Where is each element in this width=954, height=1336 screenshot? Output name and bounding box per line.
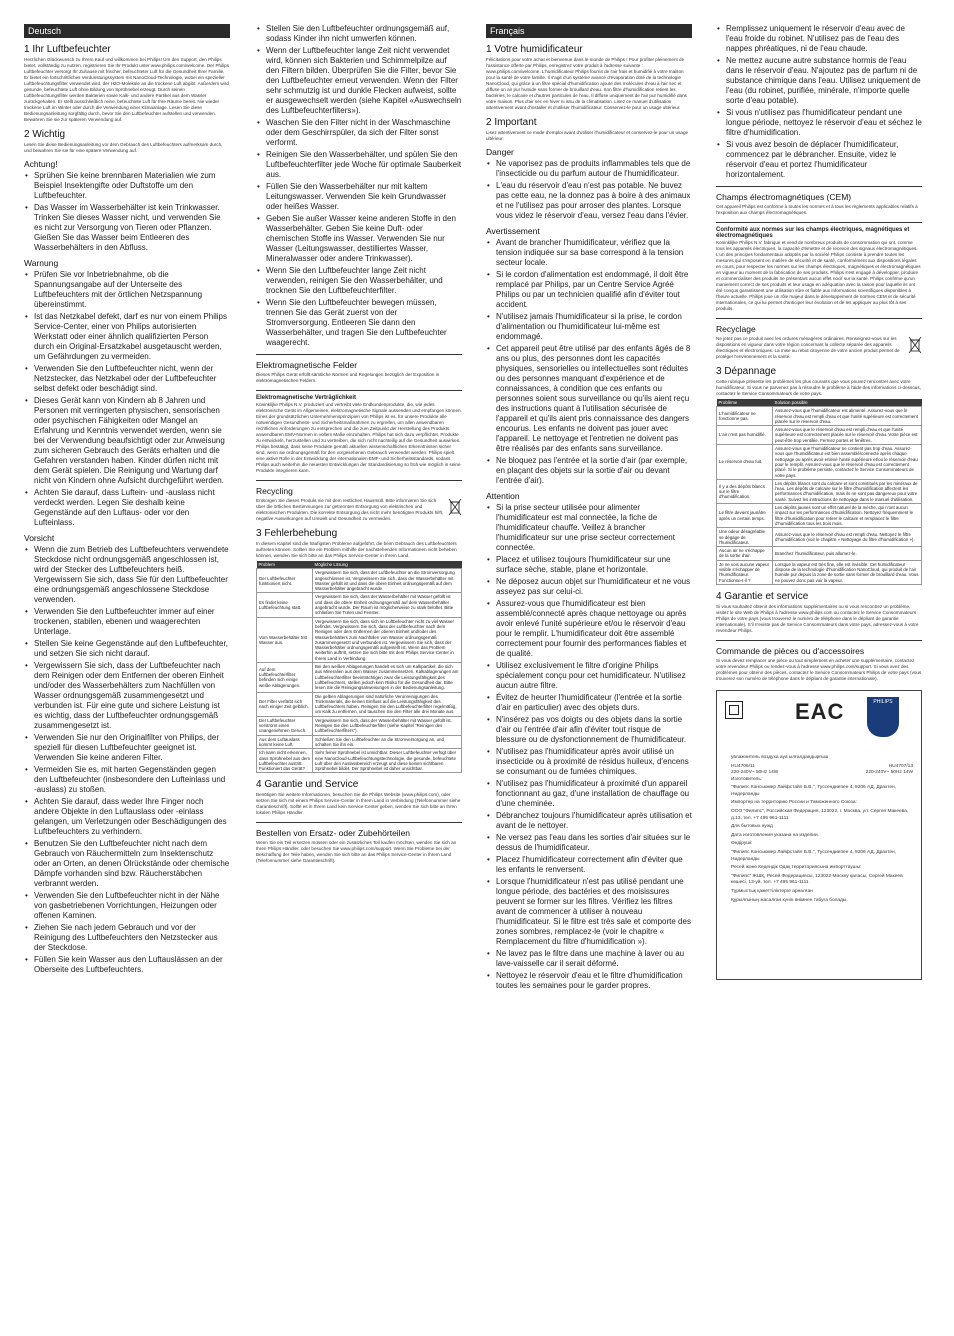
- german-column-2: [256, 24, 462, 866]
- table-cell: Die gelben Ablagerungen sind natürliche Verunreinigungen des Trinkmaterials, die keinen Einfluss auf die Leistungsfähigkeit des Luftbefeuchters haben. Reinigen Sie den Luftbefeuchterfilter regelmäßig, um Kalk zu entfernen, und tauschen Sie den Filter alle drei Monate aus.: [313, 692, 462, 716]
- list-item: • Prüfen Sie vor Inbetriebnahme, ob die Spannungsangabe auf der Unterseite des Luftbefeuchters mit der örtlichen Netzspannung übereinstimmt.: [34, 270, 230, 310]
- list-item: • Geben Sie außer Wasser keine anderen Stoffe in den Wasserbehälter. Geben Sie keine Duft- oder chemischen Stoffe ins Wasser. Verwenden Sie nur Wasser (Leitungswasser, destilliertes Wasser, Mineralwasser oder andere Trinkwasser).: [266, 214, 462, 264]
- section-2-title: 2 Important: [486, 117, 537, 128]
- list-item: • Avant de brancher l'humidificateur, vérifiez que la tension indiquée sur sa base correspond à la tension secteur locale.: [496, 238, 692, 268]
- table-cell: Branchez l'humidificateur, puis allumez-le.: [773, 547, 922, 561]
- table-cell: Il y a des dépôts blancs sur le filtre d'humidification.: [717, 479, 773, 503]
- vorsicht-heading: Vorsicht: [24, 533, 55, 543]
- table-row: [717, 479, 922, 503]
- list-item: • Verwenden Sie den Luftbefeuchter nicht in der Nähe von gasbetriebenen Vorrichtungen, Heizungen oder offenen Kaminen.: [34, 891, 230, 921]
- list-item: • Achten Sie darauf, dass weder Ihre Finger noch andere Objekte in den Luftauslass oder -einlass gelangen, um Verletzungen oder Beschädigungen des Luftbefeuchters zu verhindern.: [34, 797, 230, 837]
- section-3-title: 3 Fehlerbehebung: [256, 528, 338, 539]
- list-item: • Achten Sie darauf, dass Luftein- und -auslass nicht verdeckt werden. Legen Sie deshalb keine Gegenstände auf den Luftaus- oder vor den Lufteinlass.: [34, 488, 230, 528]
- label-text: [731, 755, 913, 906]
- philips-shield-logo: [867, 697, 899, 737]
- table-cell: Aucun air ne s'échappe de la sortie d'air.: [717, 547, 773, 561]
- label-line: "Филипс" ЖШҚ, Ресей Федерациясы, 123022 Мәскеу қаласы, Сергей Макеев көшесі, 13-үй, тел. +7 495 961-1111: [731, 873, 903, 886]
- list-item: • L'eau du réservoir d'eau n'est pas potable. Ne buvez pas cette eau, ne la donnez pas à boire à des animaux et ne l'utilisez pas pour arroser des plantes. Lorsque vous videz le réservoir d'eau, versez l'eau dans l'évier.: [496, 181, 692, 221]
- section-1-text: Félicitations pour votre achat et bienvenue dans le monde de Philips ! Pour profiter pleinement de l'assistance offerte par Philips, enregistrez votre produit à l'adresse suivante : www.philips.com/welcome. L'humidificateur Philips fournit de l'air frais et humidifié à votre maison pour la santé de votre famille. Il s'agit d'un système avancé d'évaporation doté de la technologie NanoCloud, qui grâce à un filtre spécial d'humidification ajoute des molécules d'eau à l'air sec et diffuse un air pur humide sans former de brouillard d'eau. Son filtre d'humidification retient les bactéries, le calcaire et d'autres particules de l'eau. Il diffuse uniquement de l'air pur humidifié dans votre maison. Plus d'air sec en hiver ni issu de la climatisation. Lisez ce manuel d'utilisation attentivement avant d'installer et d'utiliser l'humidificateur. Conservez-le pour un usage ultérieur.: [486, 57, 687, 110]
- divider: [716, 318, 922, 319]
- table-row: [717, 547, 922, 561]
- model-2: HU4707/13: [888, 763, 913, 769]
- rating-label-box: [716, 690, 922, 980]
- rating-1: 220-240V~ 50Hz 14W: [731, 770, 779, 776]
- table-row: [257, 617, 462, 662]
- divider: [256, 822, 462, 823]
- divider: [716, 640, 922, 641]
- recycling-text: Entsorgen Sie dieses Produkt nie mit dem restlichen Hausmüll. Bitte informieren Sie sich über die örtlichen Bestimmungen zur getrennten Entsorgung von elektrischen und elektronischen Produkten. Die korrekte Entsorgung des nicht mehr benötigten Produkts hilft, negative Auswirkungen auf Umwelt und Gesundheit zu vermeiden.: [256, 498, 444, 521]
- table-row: [717, 528, 922, 547]
- table-row: [717, 407, 922, 426]
- section-4-text: Si vous souhaitez obtenir des informations supplémentaires ou si vous rencontrez un problème, visitez le site Web de Philips à l'adresse www.philips.com ou contactez le Service Consommateurs Philips de votre pays (vous trouverez le numéro de téléphone dans le dépliant de garantie internationale). S'il n'existe pas de Service Consommateurs dans votre pays, adressez-vous à votre revendeur Philips.: [716, 603, 919, 633]
- divider: [716, 186, 922, 187]
- list-item: • Si vous avez besoin de déplacer l'humidificateur, commencez par le débrancher. Ensuite, videz le réservoir d'eau et portez l'humidificateur horizontalement.: [726, 140, 922, 180]
- list-item: • N'utilisez pas l'humidificateur à proximité d'un appareil fonctionnant au gaz, d'une installation de chauffage ou d'une cheminée.: [496, 779, 692, 809]
- label-line: Тұрмыстық қажеттіліктерге арналған: [731, 889, 813, 894]
- table-cell: Der Filter verfärbt sich nach einiger Zeit gelblich.: [257, 692, 313, 716]
- table-cell: Der Luftbefeuchter verströmt einen unangenehmen Geruch.: [257, 716, 313, 735]
- achtung-list: [24, 171, 230, 253]
- section-4-text: Benötigen Sie weitere Informationen, besuchen Sie die Philips Website (www.philips.com), oder setzen Sie sich mit einem Philips Service-Center in Ihrem Land in Verbindung (Telefonnummer siehe Garantieschrift). Sollte es in Ihrem Land kein Service-Center geben, wenden Sie sich bitte an Ihren lokalen Philips Händler.: [256, 792, 461, 816]
- list-item: • Stellen Sie keine Gegenstände auf den Luftbefeuchter, und setzen Sie sich nicht darauf.: [34, 639, 230, 659]
- table-cell: Je ne vois aucune vapeur visible s'échapper de l'humidificateur. Fonctionne-t-il ?: [717, 560, 773, 584]
- table-cell: Sehr feiner Sprühnebel ist unsichtbar. Dieser Luftbefeuchter verfügt über eine NanoCloud-Luftbefeuchtungstechnologie, die gesunde, befeuchtete Luft über den Auslassbereich erzeugt und diese keinen sichtbaren Sprühnebel bildet. Der Sprühnebel ist daher unsichtbar.: [313, 749, 462, 773]
- label-line: Для бытовых нужд: [731, 824, 773, 830]
- cem-conformity-text: Koninklijke Philips N.V. fabrique et vend de nombreux produits de consommation qui ont, comme tous les appareils électriques, la capacité d'émettre et de recevoir des signaux électromagnétiques. L'un des principes fondamentaux adoptés par la société Philips consiste à prendre toutes les mesures qui s'imposent en matière de sécurité et de santé, conformément aux dispositions légales en cours, pour respecter les normes sur les champs électriques, magnétiques et électromagnétiques en vigueur au moment de la fabrication de ses produits. Philips s'est engagé à développer, produire et commercialiser des produits ne présentant aucun effet nocif sur la santé. Philips confirme qu'un maniement correct de ses produits et leur usage en adéquation avec la raison pour laquelle ils ont été conçus garantissent une utilisation sûre et fiable aux informations scientifiques disponibles à l'heure actuelle. Philips joue un rôle majeur dans le développement de normes CEM et de sécurité internationales, ce qui lui permet d'anticiper leur évolution et de les appliquer au plus tôt à ses produits.: [716, 240, 921, 311]
- table-header: Problème: [717, 399, 773, 407]
- divider: [256, 390, 462, 391]
- divider: [256, 354, 462, 355]
- list-item: • Vermeiden Sie es, mit harten Gegenständen gegen den Luftbefeuchter (insbesondere den Lufteinlass und -auslass) zu stoßen.: [34, 765, 230, 795]
- table-cell: Une odeur désagréable se dégage de l'humidificateur.: [717, 528, 773, 547]
- list-item: • Ne bloquez pas l'entrée et la sortie d'air (par exemple, en plaçant des objets sur la sortie d'air ou devant l'entrée d'air).: [496, 456, 692, 486]
- list-item: • Cet appareil peut être utilisé par des enfants âgés de 8 ans ou plus, des personnes dont les capacités physiques, sensorielles ou intellectuelles sont réduites ou des personnes manquant d'expérience et de connaissances, à condition que ces enfants ou personnes soient sous surveillance ou qu'ils aient reçu des instructions quant à l'utilisation sécurisée de l'appareil et qu'ils aient pris connaissance des dangers encourus. Les enfants ne doivent pas jouer avec l'appareil. Le nettoyage et l'entretien ne doivent pas être réalisés par des enfants sans surveillance.: [496, 344, 692, 454]
- table-cell: Le filtre devient jaunâtre après un certain temps.: [717, 504, 773, 528]
- table-cell: Assurez-vous que le réservoir d'eau est rempli d'eau et que l'unité supérieure est correctement placée sur le réservoir d'eau. Votre pièce est peut-être trop ventilée. Fermez portes et fenêtres.: [773, 426, 922, 445]
- table-cell: Vom Wasserbehälter tritt Wasser aus.: [257, 617, 313, 662]
- troubleshooting-table-fr: [716, 399, 922, 585]
- table-cell: Ich kann nicht erkennen, dass Sprühnebel aus dem Luftbefeuchter austritt. Funktioniert das Gerät?: [257, 749, 313, 773]
- label-line: Дата изготовления указана на изделии.: [731, 832, 819, 838]
- list-item: • Wenn Sie den Luftbefeuchter lange Zeit nicht verwenden, reinigen Sie den Wasserbehälter, und trocknen Sie den Luftbefeuchterfilter.: [266, 266, 462, 296]
- list-item: • Utilisez exclusivement le filtre d'origine Philips spécialement conçu pour cet humidificateur. N'utilisez aucun autre filtre.: [496, 661, 692, 691]
- list-item: • Ziehen Sie nach jedem Gebrauch und vor der Reinigung des Luftbefeuchters den Netzstecker aus der Steckdose.: [34, 923, 230, 953]
- warnung-list: [24, 270, 230, 528]
- list-item: • Ne mettez aucune autre substance hormis de l'eau dans le réservoir d'eau. N'ajoutez pas de parfum ni de substance chimique dans l'eau. Utilisez uniquement de l'eau (du robinet, purifiée, minérale, n'importe quelle sorte d'eau potable).: [726, 56, 922, 106]
- table-row: [257, 593, 462, 617]
- section-1-title: 1 Votre humidificateur: [486, 44, 583, 55]
- list-item: • Wenn Sie den Luftbefeuchter bewegen müssen, trennen Sie das Gerät zuerst von der Stromversorgung. Entleeren Sie dann den Wasserbehälter, und tragen Sie den Luftbefeuchter waagerecht.: [266, 298, 462, 348]
- table-cell: Vergewissern Sie sich, dass der Wasserbehälter mit Wasser gefüllt ist und dass die obere Einheit ordnungsgemäß auf dem Wasserbehälter angebracht wurde. Der Raum ist möglicherweise zu stark belüftet. Bitte schließen Sie Türen und Fenster.: [313, 593, 462, 617]
- table-row: [717, 445, 922, 480]
- order-text: Wenn Sie ein Teil ersetzen müssen oder ein zusätzliches Teil kaufen möchten, wenden Sie sich an Ihren Philips Händler, oder besuchen Sie www.philips.com/support. Wenn Sie Probleme bei der Beschaffung der Teile haben, wenden Sie sich bitte an das Philips Service-Center in Ihrem Land (Telefonnummer siehe Garantieschrift).: [256, 840, 457, 864]
- table-cell: Assurez-vous que l'humidificateur est alimenté. Assurez-vous que le réservoir d'eau est rempli d'eau et que l'unité supérieure est correctement placée sur le réservoir d'eau.: [773, 407, 922, 426]
- list-item: • Ne versez pas l'eau dans les sorties d'air situées sur le dessus de l'humidificateur.: [496, 833, 692, 853]
- emv-text: Koninklijke Philips N.V. produziert und vertreibt viele Endkundenprodukte, die, wie jedes elektronische Gerät im Allgemeinen, elektromagnetische Signale aussenden und empfangen können. Eines der grundsätzlichen Unternehmensprinzipien von Philips ist es, für unsere Produkte alle notwendigen Gesundheits- und Sicherheitsmaßnahmen zu ergreifen, um allen anwendbaren rechtlichen Anforderungen zu entsprechen und die zum Zeitpunkt der Herstellung des Produkts anwendbaren EMV-Normen in vollem Maße einzuhalten. Philips hat sich dazu verpflichtet, Produkte zu entwickeln, herzustellen und zu vertreiben, die sich nicht nachteilig auf die Gesundheit auswirken. Philips bestätigt, dass seine Produkte gemäß aktuellen wissenschaftlichen Erkenntnissen sicher sind, wenn sie ordnungsgemäß für den vorgesehenen Gebrauch verwendet werden. Philips spielt eine aktive Rolle in der Entwicklung der internationalen EMF- und Sicherheitsstandards, sodass Philips auch weiterhin die neuesten Entwicklungen der Standardisierung so früh wie möglich in seine Produkte integrieren kann.: [256, 402, 462, 473]
- table-row: [257, 663, 462, 692]
- list-item: • Ne déposez aucun objet sur l'humidificateur et ne vous asseyez pas sur celui-ci.: [496, 577, 692, 597]
- list-item: • N'utilisez pas l'humidificateur après avoir utilisé un insecticide ou à proximité de résidus huileux, d'encens se consumant ou de fumées chimiques.: [496, 747, 692, 777]
- section-3-text: In diesem Kapitel sind die häufigsten Probleme aufgeführt, die beim Gebrauch des Luftbefeuchters auftreten können. Sollten Sie ein Problem mithilfe der nachstehenden Informationen nicht beheben können, wenden Sie sich bitte an das Philips Service-Center in Ihrem Land.: [256, 541, 457, 558]
- divider: [716, 222, 922, 223]
- list-item: • Reinigen Sie den Wasserbehälter, und spülen Sie den Luftbefeuchterfilter jede Woche für optimale Sauberkeit aus.: [266, 150, 462, 180]
- list-item: • Ist das Netzkabel defekt, darf es nur von einem Philips Service-Center, einer von Philips autorisierten Werkstatt oder einer ähnlich qualifizierten Person durch ein Original-Ersatzkabel ausgetauscht werden, um Gefährdungen zu vermeiden.: [34, 312, 230, 362]
- label-line: Өндіруші:: [731, 841, 753, 847]
- danger-list: [486, 159, 692, 221]
- table-cell: Vergewissern Sie sich, dass der Luftbefeuchter an die Stromversorgung angeschlossen ist. Vergewissern Sie sich, dass der Wasserbehälter mit Wasser gefüllt ist und dass die obere Einheit ordnungsgemäß auf dem Wasserbehälter angebracht wurde.: [313, 569, 462, 593]
- recyclage-heading: Recyclage: [716, 324, 756, 334]
- model-1: HU4706/11: [731, 763, 755, 769]
- label-line: "Филипс Консьюмер Лайфстайл Б.В.", Туссендиепен 4, 9206 АД, Драхтен, Нидерланды: [731, 850, 897, 862]
- list-item: • Verwenden Sie nur den Originalfilter von Philips, der speziell für diesen Luftbefeuchter geeignet ist. Verwenden Sie keine anderen Filter.: [34, 733, 230, 763]
- list-item: • Füllen Sie kein Wasser aus den Luftauslässen an der Oberseite des Luftbefeuchters.: [34, 955, 230, 975]
- table-cell: Lorsque la vapeur est très fine, elle est invisible. Cet humidificateur dispose de la technologie d'humidification NanoCloud, qui produit de l'air humide pur depuis la zone de sortie sans former de brouillard d'eau. Vous ne pouvez donc pas voir la vapeur.: [773, 560, 922, 584]
- table-row: [717, 426, 922, 445]
- table-cell: Assurez-vous que l'humidificateur ne contient pas trop d'eau. Assurez-vous que l'humidificateur est bien assemblé/connecté après chaque nettoyage ou après avoir enlevé l'unité supérieure et/ou le réservoir d'eau pour le remplir. Assurez-vous que le réservoir d'eau est correctement placé. Si le problème persiste, contactez le Service Consommateurs de votre pays.: [773, 445, 922, 480]
- table-cell: Le réservoir d'eau fuit.: [717, 445, 773, 480]
- rating-row: [731, 770, 913, 777]
- vorsicht-list: [24, 545, 230, 975]
- table-header: Mögliche Lösung: [313, 561, 462, 569]
- list-item: • Stellen Sie den Luftbefeuchter ordnungsgemäß auf, sodass Kinder ihn nicht umwerfen können.: [266, 24, 462, 44]
- list-item: • Verwenden Sie den Luftbefeuchter nicht, wenn der Netzstecker, das Netzkabel oder der Luftbefeuchter selbst defekt oder beschädigt sind.: [34, 364, 230, 394]
- table-row: [257, 735, 462, 749]
- label-line: Ресей және Кедендік Одақ территориясына импорттаушы:: [731, 865, 862, 871]
- section-2-text: Lisez attentivement ce mode d'emploi avant d'utiliser l'humidificateur et conservez-le pour un usage ultérieur.: [486, 130, 689, 141]
- recycling-heading: Recycling: [256, 486, 293, 496]
- language-tab-deutsch: Deutsch: [24, 24, 230, 38]
- table-cell: Les dépôts jaunes sont un effet naturel de la mèche, qui n'ont aucun impact sur les performances d'humidification. Nettoyez fréquemment le filtre d'humidification pour retirer le calcaire et remplacez le filtre d'humidification tous les trois mois.: [773, 504, 922, 528]
- list-item: • Vergewissern Sie sich, dass der Luftbefeuchter nach dem Reinigen oder dem Entfernen der oberen Einheit und/oder des Wasserbehälters zum Nachfüllen von Wasser ordnungsgemäß zusammengesetzt und verbunden ist. Für eine gute und sichere Leistung ist es wichtig, dass der Luftbefeuchter ordnungsgemäß zusammengesetzt ist.: [34, 661, 230, 731]
- table-row: [717, 560, 922, 584]
- list-item: • Placez et utilisez toujours l'humidificateur sur une surface sèche, stable, plane et horizontale.: [496, 555, 692, 575]
- emv-heading: Elektromagnetische Verträglichkeit: [256, 395, 357, 401]
- table-row: [257, 716, 462, 735]
- attention-list: [486, 503, 692, 991]
- device-type: увлажнитель воздуха ауа ылғалдандырғыш: [731, 754, 829, 760]
- list-item: • Das Wasser im Wasserbehälter ist kein Trinkwasser. Trinken Sie dieses Wasser nicht, und verwenden Sie es nicht zur Versorgung von Tieren oder Pflanzen. Gießen Sie das Wasser beim Entleeren des Wasserbehälters in den Abfluss.: [34, 203, 230, 253]
- eac-mark: EAC: [795, 698, 845, 724]
- table-cell: Vergewissern Sie sich, dass sich im Luftbefeuchter nicht zu viel Wasser befindet. Vergewissern Sie sich, dass der Luftbefeuchter nach dem Reinigen oder dem Entfernen der oberen Einheit und/oder des Wasserbehälters zum Nachfüllen von Wasser ordnungsgemäß zusammengesetzt und verbunden ist. Vergewissern Sie sich, dass der Wasserbehälter ordnungsgemäß aufgestellt ist. Wenn das Problem weiterhin auftritt, setzen Sie sich bitte mit dem Philips Service-Center in Ihrem Land in Verbindung.: [313, 617, 462, 662]
- label-line: "Филипс Консьюмер Лайфстайл Б.В.", Туссендиепен 4, 9206 АД, Драхтен, Нидерланды: [731, 785, 897, 797]
- cem-text: Cet appareil Philips est conforme à toutes les normes et à tous les règlements applicables relatifs à l'exposition aux champs électromagnétiques.: [716, 204, 918, 215]
- list-item: • Si la prise secteur utilisée pour alimenter l'humidificateur est mal connectée, la fiche de l'humidificateur chauffe. Veillez à brancher l'humidificateur sur une prise secteur correctement connectée.: [496, 503, 692, 553]
- cem-heading: Champs électromagnétiques (CEM): [716, 192, 852, 202]
- table-cell: Vergewissern Sie sich, dass der Wasserbehälter mit Wasser gefüllt ist. Reinigen Sie den Luftbefeuchterfilter (siehe Kapitel "Reinigen des Luftbefeuchterfilters").: [313, 716, 462, 735]
- list-item: • Wenn die zum Betrieb des Luftbefeuchters verwendete Steckdose nicht ordnungsgemäß angeschlossen ist, wird der Stecker des Luftbefeuchters heiß. Vergewissern Sie sich, dass Sie für den Luftbefeuchter eine ordnungsgemäß angeschlossene Steckdose verwenden.: [34, 545, 230, 605]
- table-cell: Bei den weißen Ablagerungen handelt es sich um Kalkpartikel, die sich aus Mineralien aus dem Wasser zusammensetzen. Kalkablagerungen am Luftbefeuchterfilter beeinträchtigen zwar die Leistungsfähigkeit des Luftbefeuchters, stellen jedoch kein Risiko für die Gesundheit dar. Bitte lesen Sie die Reinigungsanweisungen in der Bedienungsanleitung.: [313, 663, 462, 692]
- list-item: • Nettoyez le réservoir d'eau et le filtre d'humidification toutes les semaines pour le garder propres.: [496, 971, 692, 991]
- attention-heading: Attention: [486, 491, 520, 501]
- table-cell: L'humidificateur ne fonctionne pas.: [717, 407, 773, 426]
- emf-text: Dieses Philips Gerät erfüllt sämtliche Normen und Regelungen bezüglich der Exposition in elektromagnetischen Feldern.: [256, 372, 440, 383]
- french-column-2: [716, 24, 922, 980]
- table-cell: Schließen Sie den Luftbefeuchter an die Stromversorgung an, und schalten Sie ihn ein.: [313, 735, 462, 749]
- order-heading: Commande de pièces ou d'accessoires: [716, 645, 865, 656]
- warnung-heading: Warnung: [24, 258, 59, 268]
- emf-heading: Elektromagnetische Felder: [256, 360, 358, 370]
- table-cell: Auf dem Luftbefeuchterfilter befinden sich einige weiße Ablagerungen.: [257, 663, 313, 692]
- label-line: Импортер на территорию России и Таможенного Союза:: [731, 800, 857, 806]
- table-row: [257, 692, 462, 716]
- order-heading: Bestellen von Ersatz- oder Zubehörteilen: [256, 828, 411, 839]
- list-item: • Assurez-vous que l'humidificateur est bien assemblé/connecté après chaque nettoyage ou après avoir enlevé l'unité supérieure et/ou le réservoir d'eau pour le remplir. L'humidificateur doit être assemblé correctement pour fournir des performances fiables et de qualité.: [496, 599, 692, 659]
- danger-heading: Danger: [486, 147, 514, 157]
- label-line: Изготовитель:: [731, 776, 763, 782]
- table-cell: Aus dem Luftauslass kommt keine Luft.: [257, 735, 313, 749]
- section-3-text: Cette rubrique présente les problèmes les plus courants que vous pouvez rencontrer avec votre humidificateur. Si vous ne parvenez pas à résoudre le problème à l'aide des informations ci-dessous, contactez le Service Consommateurs de votre pays.: [716, 379, 921, 396]
- order-text: Si vous devez remplacer une pièce ou tout simplement en acheter une supplémentaire, contactez votre revendeur Philips ou rendez-vous à l'adresse www.philips.com/support. Si vous avez des problèmes pour obtenir des pièces, contactez le Service Consommateurs Philips de votre pays (vous trouverez son numéro de téléphone dans le dépliant de garantie internationale).: [716, 657, 922, 681]
- list-item: • Sprühen Sie keine brennbaren Materialien wie zum Beispiel Insektengifte oder Duftstoffe um den Luftbefeuchter.: [34, 171, 230, 201]
- list-item: • Remplissez uniquement le réservoir d'eau avec de l'eau froide du robinet. N'utilisez pas de l'eau des nappes phréatiques, ni de l'eau chaude.: [726, 24, 922, 54]
- list-item: • Si vous n'utilisez pas l'humidificateur pendant une longue période, nettoyez le réservoir d'eau et séchez le filtre d'humidification.: [726, 108, 922, 138]
- double-insulation-icon: [725, 701, 743, 719]
- list-item: • N'utilisez jamais l'humidificateur si la prise, le cordon d'alimentation ou l'humidificateur lui-même est endommagé.: [496, 312, 692, 342]
- list-item: • Füllen Sie den Wasserbehälter nur mit kaltem Leitungswasser. Verwenden Sie kein Grundwasser oder heißes Wasser.: [266, 182, 462, 212]
- section-1-text: Herzlichen Glückwunsch zu Ihrem Kauf und willkommen bei Philips! Um den Support, den Philips bietet, vollständig zu nutzen, registrieren Sie Ihr Produkt unter www.philips.com/welcome. Der Philips Luftbefeuchter versorgt Ihr Zuhause mit frischer, befeuchteter Luft für die Gesundheit Ihrer Familie. Er bietet ein fortschrittliches Verdunstungssystem mit NanoCloud-Technologie, wobei ein spezieller Luftbefeuchtungsfilter verwendet wird, der H2O-Moleküle an die trockene Luft abgibt. Außerdem wird gesunde, befeuchtete Luft ohne Bildung von Sprühnebel erzeugt. Durch seinen Luftbefeuchtungsfilter werden Bakterien sowie Kalk- und andere Partikel aus dem Wasser zurückgehalten. Er stellt ausschließlich reine, befeuchtete Luft für Ihre Räume bereit. Nie wieder trockene Luft im Winter oder durch die Verwendung einer Klimaanlage. Lesen Sie diese Bedienungsanleitung sorgfältig durch, bevor Sie den Luftbefeuchter aufstellen und verwenden. Bewahren Sie sie zur späteren Verwendung auf.: [24, 57, 230, 122]
- brand-name: PHILIPS: [873, 698, 893, 705]
- section-1-title: 1 Ihr Luftbefeuchter: [24, 44, 111, 55]
- list-item: • Lorsque l'humidificateur n'est pas utilisé pendant une longue période, des bactéries et des moisissures peuvent se former sur les filtres. Vérifiez les filtres avant de commencer à utiliser à nouveau l'humidificateur. Si le filtre est très sale et comporte des zones sombres, remplacez-le (voir le chapitre « Remplacement du filtre d'humidification »).: [496, 877, 692, 947]
- table-cell: Assurez-vous que le réservoir d'eau est rempli d'eau. Nettoyez le filtre d'humidification (voir le chapitre « Nettoyage du filtre d'humidification »).: [773, 528, 922, 547]
- list-item: • Si le cordon d'alimentation est endommagé, il doit être remplacé par Philips, par un Centre Service Agréé Philips ou par un technicien qualifié afin d'éviter tout accident.: [496, 270, 692, 310]
- crossed-bin-icon: [448, 498, 462, 516]
- avertissement-heading: Avertissement: [486, 226, 540, 236]
- language-tab-francais: Français: [486, 24, 692, 38]
- section-2-text: Lesen Sie diese Bedienungsanleitung vor dem Gebrauch des Luftbefeuchters aufmerksam durch, und bewahren Sie sie für eine spätere Verwendung auf.: [24, 142, 223, 153]
- table-header: Problem: [257, 561, 313, 569]
- table-cell: Es findet keine Luftbefeuchtung statt.: [257, 593, 313, 617]
- list-item: • Verwenden Sie den Luftbefeuchter immer auf einer trockenen, stabilen, ebenen und waagerechten Unterlage.: [34, 607, 230, 637]
- rating-2: 220-240V~ 50Hz 14W: [865, 770, 913, 776]
- list-item: • N'insérez pas vos doigts ou des objets dans la sortie d'air ou l'entrée d'air afin d'éviter tout risque de blessure ou de dysfonctionnement de l'humidificateur.: [496, 715, 692, 745]
- table-header: Solution possible: [773, 399, 922, 407]
- section-3-title: 3 Dépannage: [716, 366, 777, 377]
- label-line: ООО "Филипс", Российская Федерация, 123022, г. Москва, ул. Сергея Макеева, д.13, тел. +7 495 961-1111: [731, 809, 909, 821]
- section-4-title: 4 Garantie und Service: [256, 779, 359, 791]
- list-item: • Placez l'humidificateur correctement afin d'éviter que les enfants le renversent.: [496, 855, 692, 875]
- section-2-title: 2 Wichtig: [24, 129, 66, 140]
- label-line: Құрылғының жасалған күнін өнімнен табуға болады.: [731, 897, 848, 903]
- table-cell: Les dépôts blancs sont du calcaire et sont constitués par les minéraux de l'eau. Les dépôts de calcaire sur le filtre d'humidification affectent les performances d'humidification, mais ils ne sont pas dangereux pour votre santé. Suivez les instructions de nettoyage dans le manuel d'utilisation.: [773, 479, 922, 503]
- table-row: [257, 569, 462, 593]
- table-row: [717, 504, 922, 528]
- list-item: • Waschen Sie den Filter nicht in der Waschmaschine oder dem Geschirrspüler, da sich der Filter sonst verformt.: [266, 118, 462, 148]
- table-cell: Der Luftbefeuchter funktioniert nicht.: [257, 569, 313, 593]
- cem-conformity-heading: Conformité aux normes sur les champs électriques, magnétiques et électromagnétiques: [716, 227, 910, 239]
- list-item: • Ne vaporisez pas de produits inflammables tels que de l'insecticide ou du parfum autour de l'humidificateur.: [496, 159, 692, 179]
- french-column-1: [486, 24, 692, 993]
- german-column-1: [24, 24, 230, 977]
- list-item: • Dieses Gerät kann von Kindern ab 8 Jahren und Personen mit verringerten physischen, sensorischen oder psychischen Fähigkeiten oder Mangel an Erfahrung und Kenntnis verwendet werden, wenn sie bei der Verwendung beaufsichtigt oder zur Anweisung zum sicheren Gebrauch des Geräts erhalten und die Gefahren verstanden haben. Kinder dürfen nicht mit dem Gerät spielen. Die Reinigung und Wartung darf nicht von Kindern ohne Aufsicht durchgeführt werden.: [34, 396, 230, 486]
- recyclage-text: Ne jetez pas ce produit avec les ordures ménagères ordinaires. Renseignez-vous sur les dispositions en vigueur dans votre région concernant la collecte séparée des appareils électriques et électroniques. La mise au rebut citoyenne de votre ancien produit permet de protéger l'environnement et la santé.: [716, 336, 900, 359]
- achtung-heading: Achtung!: [24, 159, 58, 169]
- list-item: • Évitez de heurter l'humidificateur (l'entrée et la sortie d'air en particulier) avec des objets durs.: [496, 693, 692, 713]
- vorsicht-list-continued: [256, 24, 462, 348]
- troubleshooting-table-de: [256, 561, 462, 773]
- divider: [256, 480, 462, 481]
- list-item: • Benutzen Sie den Luftbefeuchter nicht nach dem Gebrauch von Räuchermitteln zum Insektenschutz oder an Orten, an denen Ölrückstände oder chemische Dämpfe vorhanden sind bzw. Räucherstäbchen verbrannt werden.: [34, 839, 230, 889]
- attention-list-continued: [716, 24, 922, 180]
- list-item: • Débranchez toujours l'humidificateur après utilisation et avant de le nettoyer.: [496, 811, 692, 831]
- list-item: • Ne lavez pas le filtre dans une machine à laver ou au lave-vaisselle car il serait déformé.: [496, 949, 692, 969]
- list-item: • Wenn der Luftbefeuchter lange Zeit nicht verwendet wird, können sich Bakterien und Schimmelpilze auf den Filtern bilden. Überprüfen Sie die Filter, bevor Sie den Luftbefeuchter erneut verwenden. Wenn der Filter sehr schmutzig ist und dunkle Flecken aufweist, sollte er ausgewechselt werden (siehe Kapitel «Auswechseln des Luftbefeuchterfilters»).: [266, 46, 462, 116]
- table-cell: L'air n'est pas humidifié.: [717, 426, 773, 445]
- table-row: [257, 749, 462, 773]
- section-4-title: 4 Garantie et service: [716, 590, 809, 602]
- avertissement-list: [486, 238, 692, 486]
- crossed-bin-icon: [908, 336, 922, 354]
